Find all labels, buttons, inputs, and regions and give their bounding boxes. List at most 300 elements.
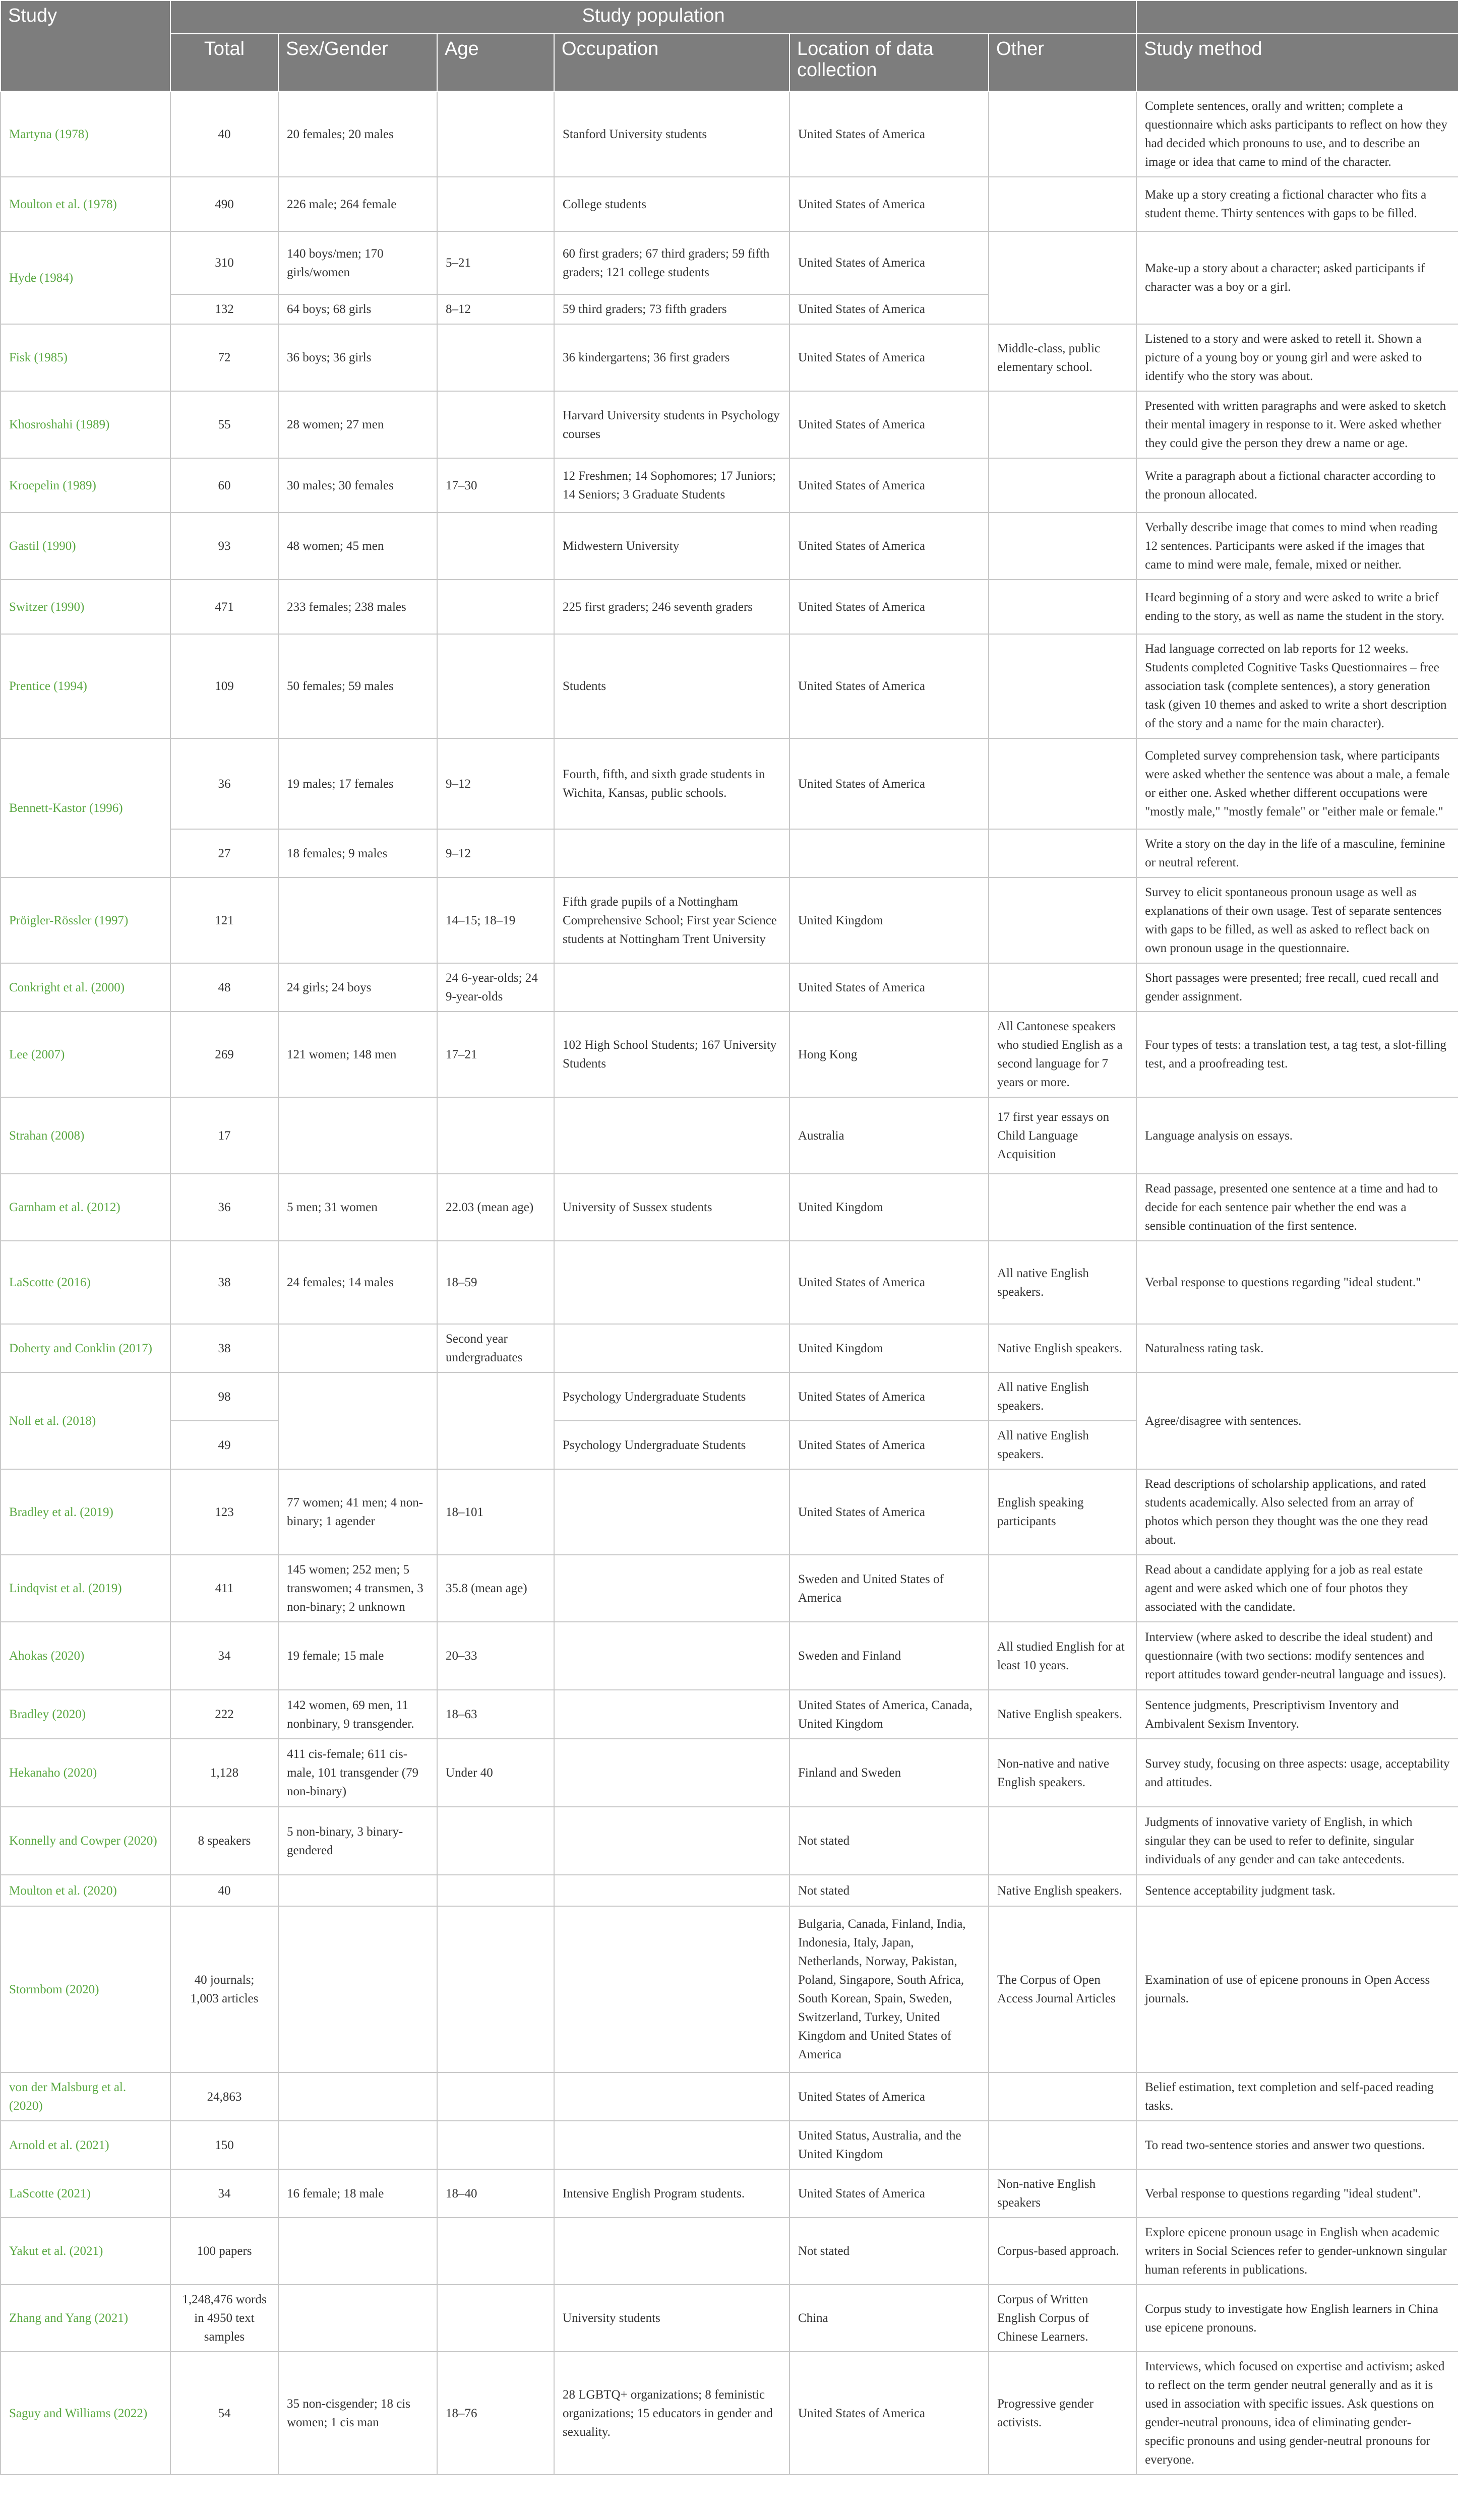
cell-sex-gender: 140 boys/men; 170 girls/women bbox=[278, 231, 437, 294]
cell-age bbox=[437, 2072, 554, 2121]
cell-location: Australia bbox=[789, 1097, 989, 1174]
cell-age bbox=[437, 1372, 554, 1469]
cell-occupation: Stanford University students bbox=[554, 91, 789, 177]
cell-total: 40 journals; 1,003 articles bbox=[170, 1906, 278, 2072]
cell-study-method: Corpus study to investigate how English learners in China use epicene pronouns. bbox=[1136, 2285, 1458, 2352]
cell-study-method: Short passages were presented; free recall, cued recall and gender assignment. bbox=[1136, 963, 1458, 1012]
cell-other: Non-native English speakers bbox=[989, 2169, 1136, 2218]
cell-other: Progressive gender activists. bbox=[989, 2352, 1136, 2475]
cell-total: 36 bbox=[170, 1174, 278, 1241]
cell-other: All native English speakers. bbox=[989, 1421, 1136, 1469]
table-row bbox=[1, 1807, 1458, 1875]
table-row bbox=[1, 1739, 1458, 1807]
cell-total: 121 bbox=[170, 877, 278, 963]
cell-age: 14–15; 18–19 bbox=[437, 877, 554, 963]
table-row bbox=[1, 2072, 1458, 2121]
cell-sex-gender: 5 non-binary, 3 binary-gendered bbox=[278, 1807, 437, 1875]
cell-study-method: Sentence acceptability judgment task. bbox=[1136, 1875, 1458, 1906]
cell-other: Native English speakers. bbox=[989, 1875, 1136, 1906]
cell-sex-gender: 48 women; 45 men bbox=[278, 513, 437, 580]
table-body bbox=[1, 91, 1458, 2475]
cell-study-method: Had language corrected on lab reports for 12 weeks. Students completed Cognitive Tasks Questionnaires – free association task (complete sentences), a story generation task (given 10 themes and asked to write a short description of the story and a name for the main character). bbox=[1136, 634, 1458, 738]
cell-study[interactable]: Khosroshahi (1989) bbox=[1, 391, 170, 458]
table-row bbox=[1, 1469, 1458, 1555]
cell-study[interactable]: Ahokas (2020) bbox=[1, 1622, 170, 1690]
cell-other bbox=[989, 91, 1136, 177]
cell-age: Second year undergraduates bbox=[437, 1324, 554, 1372]
cell-location: United States of America bbox=[789, 91, 989, 177]
cell-other: Middle-class, public elementary school. bbox=[989, 324, 1136, 391]
cell-sex-gender: 50 females; 59 males bbox=[278, 634, 437, 738]
cell-other bbox=[989, 231, 1136, 324]
cell-study-method: Make-up a story about a character; asked participants if character was a boy or a girl. bbox=[1136, 231, 1458, 324]
cell-location: United States of America bbox=[789, 1241, 989, 1324]
cell-occupation: University of Sussex students bbox=[554, 1174, 789, 1241]
cell-occupation bbox=[554, 1324, 789, 1372]
cell-sex-gender: 19 female; 15 male bbox=[278, 1622, 437, 1690]
cell-occupation bbox=[554, 1097, 789, 1174]
cell-occupation bbox=[554, 1807, 789, 1875]
header-study: Study bbox=[1, 1, 170, 91]
table-row bbox=[1, 963, 1458, 1012]
cell-total: 93 bbox=[170, 513, 278, 580]
cell-study[interactable]: Prentice (1994) bbox=[1, 634, 170, 738]
cell-other bbox=[989, 1174, 1136, 1241]
cell-sex-gender: 77 women; 41 men; 4 non-binary; 1 agender bbox=[278, 1469, 437, 1555]
cell-total: 17 bbox=[170, 1097, 278, 1174]
cell-study[interactable]: Zhang and Yang (2021) bbox=[1, 2285, 170, 2352]
cell-location: Not stated bbox=[789, 1807, 989, 1875]
table-row bbox=[1, 1690, 1458, 1739]
cell-study[interactable]: Kroepelin (1989) bbox=[1, 458, 170, 513]
cell-study[interactable]: Hyde (1984) bbox=[1, 231, 170, 324]
cell-age: 8–12 bbox=[437, 294, 554, 324]
table-row bbox=[1, 2285, 1458, 2352]
cell-age: 20–33 bbox=[437, 1622, 554, 1690]
cell-study-method: Read passage, presented one sentence at a time and had to decide for each sentence pair whether the end was a sensible continuation of the first sentence. bbox=[1136, 1174, 1458, 1241]
cell-age: 18–63 bbox=[437, 1690, 554, 1739]
cell-location: United States of America bbox=[789, 231, 989, 294]
table-row bbox=[1, 634, 1458, 738]
cell-age: 17–21 bbox=[437, 1012, 554, 1097]
cell-other bbox=[989, 829, 1136, 877]
cell-sex-gender: 20 females; 20 males bbox=[278, 91, 437, 177]
cell-study-method: Read descriptions of scholarship applications, and rated students academically. Also selected from an array of photos which person they thought was the one they read about. bbox=[1136, 1469, 1458, 1555]
cell-total: 471 bbox=[170, 580, 278, 634]
table-row bbox=[1, 2352, 1458, 2475]
cell-other bbox=[989, 963, 1136, 1012]
cell-location: United States of America bbox=[789, 513, 989, 580]
cell-total: 34 bbox=[170, 2169, 278, 2218]
cell-study[interactable]: von der Malsburg et al. (2020) bbox=[1, 2072, 170, 2121]
cell-other bbox=[989, 634, 1136, 738]
cell-location: United States of America bbox=[789, 580, 989, 634]
cell-study[interactable]: Hekanaho (2020) bbox=[1, 1739, 170, 1807]
table-row bbox=[1, 513, 1458, 580]
cell-location: United Status, Australia, and the United Kingdom bbox=[789, 2121, 989, 2169]
cell-study-method: Judgments of innovative variety of English, in which singular they can be used to refer to definite, singular individuals of any gender and can take antecedents. bbox=[1136, 1807, 1458, 1875]
cell-location: Sweden and United States of America bbox=[789, 1555, 989, 1622]
cell-other: The Corpus of Open Access Journal Articles bbox=[989, 1906, 1136, 2072]
cell-study[interactable]: Saguy and Williams (2022) bbox=[1, 2352, 170, 2475]
cell-sex-gender: 35 non-cisgender; 18 cis women; 1 cis man bbox=[278, 2352, 437, 2475]
cell-total: 411 bbox=[170, 1555, 278, 1622]
cell-study-method: Write a story on the day in the life of a masculine, feminine or neutral referent. bbox=[1136, 829, 1458, 877]
table-row bbox=[1, 1555, 1458, 1622]
cell-sex-gender: 411 cis-female; 611 cis-male, 101 transgender (79 non-binary) bbox=[278, 1739, 437, 1807]
cell-total: 27 bbox=[170, 829, 278, 877]
cell-sex-gender: 226 male; 264 female bbox=[278, 177, 437, 231]
cell-occupation: 225 first graders; 246 seventh graders bbox=[554, 580, 789, 634]
cell-occupation: Fifth grade pupils of a Nottingham Comprehensive School; First year Science students at Nottingham Trent University bbox=[554, 877, 789, 963]
cell-study[interactable]: Conkright et al. (2000) bbox=[1, 963, 170, 1012]
cell-total: 60 bbox=[170, 458, 278, 513]
cell-study[interactable]: LaScotte (2021) bbox=[1, 2169, 170, 2218]
cell-location: Not stated bbox=[789, 2218, 989, 2285]
cell-age bbox=[437, 391, 554, 458]
table-row bbox=[1, 1372, 1458, 1421]
cell-age bbox=[437, 2285, 554, 2352]
cell-total: 310 bbox=[170, 231, 278, 294]
cell-age: 18–40 bbox=[437, 2169, 554, 2218]
header-study-method: Study method bbox=[1136, 34, 1458, 91]
cell-other bbox=[989, 2121, 1136, 2169]
cell-study[interactable]: Bennett-Kastor (1996) bbox=[1, 738, 170, 877]
cell-study[interactable]: Moulton et al. (1978) bbox=[1, 177, 170, 231]
cell-study[interactable]: Konnelly and Cowper (2020) bbox=[1, 1807, 170, 1875]
header-sex-gender: Sex/Gender bbox=[278, 34, 437, 91]
cell-study[interactable]: Bradley (2020) bbox=[1, 1690, 170, 1739]
cell-total: 38 bbox=[170, 1324, 278, 1372]
cell-location: Sweden and Finland bbox=[789, 1622, 989, 1690]
cell-study-method: Make up a story creating a fictional character who fits a student theme. Thirty sentences with gaps to be filled. bbox=[1136, 177, 1458, 231]
cell-occupation bbox=[554, 1875, 789, 1906]
cell-age bbox=[437, 513, 554, 580]
cell-study[interactable]: Lindqvist et al. (2019) bbox=[1, 1555, 170, 1622]
table-row bbox=[1, 1174, 1458, 1241]
cell-study[interactable]: Strahan (2008) bbox=[1, 1097, 170, 1174]
cell-other bbox=[989, 513, 1136, 580]
cell-other: Native English speakers. bbox=[989, 1690, 1136, 1739]
cell-other: Corpus-based approach. bbox=[989, 2218, 1136, 2285]
cell-sex-gender: 19 males; 17 females bbox=[278, 738, 437, 829]
cell-location: United States of America bbox=[789, 294, 989, 324]
cell-occupation: 36 kindergartens; 36 first graders bbox=[554, 324, 789, 391]
cell-age: Under 40 bbox=[437, 1739, 554, 1807]
cell-total: 1,248,476 words in 4950 text samples bbox=[170, 2285, 278, 2352]
cell-other bbox=[989, 1555, 1136, 1622]
cell-occupation: 60 first graders; 67 third graders; 59 fifth graders; 121 college students bbox=[554, 231, 789, 294]
cell-occupation bbox=[554, 2218, 789, 2285]
cell-sex-gender bbox=[278, 1875, 437, 1906]
cell-study-method: Write a paragraph about a fictional character according to the pronoun allocated. bbox=[1136, 458, 1458, 513]
table-row bbox=[1, 1875, 1458, 1906]
cell-age: 35.8 (mean age) bbox=[437, 1555, 554, 1622]
cell-sex-gender bbox=[278, 2121, 437, 2169]
cell-sex-gender bbox=[278, 1097, 437, 1174]
cell-study[interactable]: Moulton et al. (2020) bbox=[1, 1875, 170, 1906]
cell-location: United Kingdom bbox=[789, 1174, 989, 1241]
cell-occupation: Intensive English Program students. bbox=[554, 2169, 789, 2218]
table-row bbox=[1, 2169, 1458, 2218]
cell-location: United States of America bbox=[789, 2352, 989, 2475]
cell-total: 269 bbox=[170, 1012, 278, 1097]
table-row bbox=[1, 1906, 1458, 2072]
cell-study-method: Examination of use of epicene pronouns in Open Access journals. bbox=[1136, 1906, 1458, 2072]
cell-total: 123 bbox=[170, 1469, 278, 1555]
cell-age bbox=[437, 634, 554, 738]
cell-other bbox=[989, 1807, 1136, 1875]
cell-sex-gender bbox=[278, 1906, 437, 2072]
cell-location bbox=[789, 829, 989, 877]
header-study-population: Study population bbox=[170, 1, 1136, 34]
cell-study-method: Verbal response to questions regarding "ideal student". bbox=[1136, 2169, 1458, 2218]
cell-total: 49 bbox=[170, 1421, 278, 1469]
cell-age bbox=[437, 91, 554, 177]
cell-study-method: Naturalness rating task. bbox=[1136, 1324, 1458, 1372]
cell-age bbox=[437, 1807, 554, 1875]
cell-age bbox=[437, 324, 554, 391]
cell-location: United States of America bbox=[789, 634, 989, 738]
cell-study-method: Language analysis on essays. bbox=[1136, 1097, 1458, 1174]
cell-total: 48 bbox=[170, 963, 278, 1012]
cell-study-method: Complete sentences, orally and written; complete a questionnaire which asks participants to reflect on how they had decided which pronouns to use, and to describe an image or idea that came to mind of the character. bbox=[1136, 91, 1458, 177]
header-location: Location of data collection bbox=[789, 34, 989, 91]
table-row bbox=[1, 738, 1458, 829]
header-blank bbox=[1136, 1, 1458, 34]
cell-other: English speaking participants bbox=[989, 1469, 1136, 1555]
cell-sex-gender: 24 girls; 24 boys bbox=[278, 963, 437, 1012]
cell-age: 9–12 bbox=[437, 738, 554, 829]
cell-occupation: Psychology Undergraduate Students bbox=[554, 1372, 789, 1421]
cell-study-method: Four types of tests: a translation test, a tag test, a slot-filling test, and a proofreading test. bbox=[1136, 1012, 1458, 1097]
cell-study-method: Read about a candidate applying for a job as real estate agent and were asked which one of four photos they associated with the candidate. bbox=[1136, 1555, 1458, 1622]
cell-study-method: Belief estimation, text completion and self-paced reading tasks. bbox=[1136, 2072, 1458, 2121]
cell-occupation: Harvard University students in Psychology courses bbox=[554, 391, 789, 458]
cell-total: 100 papers bbox=[170, 2218, 278, 2285]
cell-occupation bbox=[554, 1469, 789, 1555]
cell-occupation: Students bbox=[554, 634, 789, 738]
cell-location: Hong Kong bbox=[789, 1012, 989, 1097]
table-row bbox=[1, 177, 1458, 231]
cell-total: 132 bbox=[170, 294, 278, 324]
cell-total: 150 bbox=[170, 2121, 278, 2169]
cell-occupation: 12 Freshmen; 14 Sophomores; 17 Juniors; 14 Seniors; 3 Graduate Students bbox=[554, 458, 789, 513]
cell-sex-gender bbox=[278, 2218, 437, 2285]
cell-sex-gender: 28 women; 27 men bbox=[278, 391, 437, 458]
cell-location: United States of America bbox=[789, 458, 989, 513]
cell-occupation bbox=[554, 1906, 789, 2072]
cell-study-method: Sentence judgments, Prescriptivism Inventory and Ambivalent Sexism Inventory. bbox=[1136, 1690, 1458, 1739]
cell-study[interactable]: LaScotte (2016) bbox=[1, 1241, 170, 1324]
cell-study-method: To read two-sentence stories and answer two questions. bbox=[1136, 2121, 1458, 2169]
cell-age: 18–76 bbox=[437, 2352, 554, 2475]
table-row bbox=[1, 1622, 1458, 1690]
cell-other bbox=[989, 391, 1136, 458]
table-row bbox=[1, 2121, 1458, 2169]
cell-total: 490 bbox=[170, 177, 278, 231]
cell-location: United Kingdom bbox=[789, 1324, 989, 1372]
cell-study[interactable]: Martyna (1978) bbox=[1, 91, 170, 177]
cell-sex-gender: 142 women, 69 men, 11 nonbinary, 9 transgender. bbox=[278, 1690, 437, 1739]
cell-age: 18–101 bbox=[437, 1469, 554, 1555]
cell-sex-gender bbox=[278, 1372, 437, 1469]
cell-location: United States of America, Canada, United Kingdom bbox=[789, 1690, 989, 1739]
cell-study-method: Completed survey comprehension task, where participants were asked whether the sentence was about a male, a female or either one. Asked whether different occupations were "mostly male," "mostly female" or "either male or female." bbox=[1136, 738, 1458, 829]
cell-sex-gender: 16 female; 18 male bbox=[278, 2169, 437, 2218]
table-header bbox=[1, 1, 1458, 91]
cell-age: 9–12 bbox=[437, 829, 554, 877]
cell-occupation: 102 High School Students; 167 University Students bbox=[554, 1012, 789, 1097]
table-row bbox=[1, 877, 1458, 963]
cell-study[interactable]: Bradley et al. (2019) bbox=[1, 1469, 170, 1555]
cell-occupation: 59 third graders; 73 fifth graders bbox=[554, 294, 789, 324]
cell-study-method: Heard beginning of a story and were asked to write a brief ending to the story, as well as name the student in the story. bbox=[1136, 580, 1458, 634]
cell-age: 5–21 bbox=[437, 231, 554, 294]
cell-study-method: Explore epicene pronoun usage in English when academic writers in Social Sciences refer to gender-unknown singular human referents in publications. bbox=[1136, 2218, 1458, 2285]
cell-location: United States of America bbox=[789, 1469, 989, 1555]
cell-other bbox=[989, 877, 1136, 963]
cell-study-method: Verbally describe image that comes to mind when reading 12 sentences. Participants were asked if the images that came to mind were male, female, mixed or neither. bbox=[1136, 513, 1458, 580]
table-row bbox=[1, 2218, 1458, 2285]
cell-sex-gender: 64 boys; 68 girls bbox=[278, 294, 437, 324]
table-row bbox=[1, 91, 1458, 177]
cell-sex-gender: 24 females; 14 males bbox=[278, 1241, 437, 1324]
cell-occupation: 28 LGBTQ+ organizations; 8 feministic organizations; 15 educators in gender and sexuality. bbox=[554, 2352, 789, 2475]
cell-other: All native English speakers. bbox=[989, 1241, 1136, 1324]
cell-location: United States of America bbox=[789, 2072, 989, 2121]
cell-sex-gender: 5 men; 31 women bbox=[278, 1174, 437, 1241]
cell-location: United States of America bbox=[789, 2169, 989, 2218]
cell-sex-gender bbox=[278, 877, 437, 963]
cell-total: 55 bbox=[170, 391, 278, 458]
cell-study-method: Presented with written paragraphs and were asked to sketch their mental imagery in response to it. Were asked whether they could give the person they drew a name or age. bbox=[1136, 391, 1458, 458]
cell-total: 72 bbox=[170, 324, 278, 391]
cell-study[interactable]: Garnham et al. (2012) bbox=[1, 1174, 170, 1241]
cell-age bbox=[437, 1097, 554, 1174]
cell-location: United States of America bbox=[789, 1372, 989, 1421]
cell-study[interactable]: Switzer (1990) bbox=[1, 580, 170, 634]
cell-other bbox=[989, 2072, 1136, 2121]
cell-study[interactable]: Doherty and Conklin (2017) bbox=[1, 1324, 170, 1372]
cell-occupation bbox=[554, 963, 789, 1012]
cell-sex-gender: 233 females; 238 males bbox=[278, 580, 437, 634]
table-row bbox=[1, 458, 1458, 513]
cell-location: United States of America bbox=[789, 177, 989, 231]
cell-total: 34 bbox=[170, 1622, 278, 1690]
cell-other bbox=[989, 580, 1136, 634]
cell-total: 36 bbox=[170, 738, 278, 829]
cell-study-method: Survey study, focusing on three aspects: usage, acceptability and attitudes. bbox=[1136, 1739, 1458, 1807]
cell-location: Bulgaria, Canada, Finland, India, Indonesia, Italy, Japan, Netherlands, Norway, Pakistan, Poland, Singapore, South Africa, South Korean, Spain, Sweden, Switzerland, Turkey, United Kingdom and United States of America bbox=[789, 1906, 989, 2072]
cell-occupation bbox=[554, 2072, 789, 2121]
cell-sex-gender: 145 women; 252 men; 5 transwomen; 4 transmen, 3 non-binary; 2 unknown bbox=[278, 1555, 437, 1622]
cell-occupation: University students bbox=[554, 2285, 789, 2352]
table-row bbox=[1, 324, 1458, 391]
cell-occupation: Psychology Undergraduate Students bbox=[554, 1421, 789, 1469]
cell-study[interactable]: Gastil (1990) bbox=[1, 513, 170, 580]
cell-total: 8 speakers bbox=[170, 1807, 278, 1875]
cell-other: All native English speakers. bbox=[989, 1372, 1136, 1421]
cell-location: China bbox=[789, 2285, 989, 2352]
cell-total: 98 bbox=[170, 1372, 278, 1421]
cell-age bbox=[437, 2121, 554, 2169]
cell-study[interactable]: Stormbom (2020) bbox=[1, 1906, 170, 2072]
header-other: Other bbox=[989, 34, 1136, 91]
cell-age bbox=[437, 2218, 554, 2285]
table-row bbox=[1, 580, 1458, 634]
cell-location: United States of America bbox=[789, 324, 989, 391]
cell-sex-gender bbox=[278, 2072, 437, 2121]
cell-sex-gender: 121 women; 148 men bbox=[278, 1012, 437, 1097]
cell-age: 22.03 (mean age) bbox=[437, 1174, 554, 1241]
cell-total: 54 bbox=[170, 2352, 278, 2475]
cell-sex-gender bbox=[278, 2285, 437, 2352]
cell-location: United States of America bbox=[789, 1421, 989, 1469]
cell-sex-gender: 36 boys; 36 girls bbox=[278, 324, 437, 391]
cell-study[interactable]: Noll et al. (2018) bbox=[1, 1372, 170, 1469]
cell-age bbox=[437, 580, 554, 634]
cell-occupation bbox=[554, 1555, 789, 1622]
cell-occupation bbox=[554, 1622, 789, 1690]
cell-total: 40 bbox=[170, 1875, 278, 1906]
cell-sex-gender bbox=[278, 1324, 437, 1372]
cell-other bbox=[989, 177, 1136, 231]
cell-age: 17–30 bbox=[437, 458, 554, 513]
cell-total: 222 bbox=[170, 1690, 278, 1739]
cell-study[interactable]: Pröigler-Rössler (1997) bbox=[1, 877, 170, 963]
cell-total: 24,863 bbox=[170, 2072, 278, 2121]
cell-study-method: Interview (where asked to describe the ideal student) and questionnaire (with two sections: modify sentences and report attitudes toward gender-neutral language and issues). bbox=[1136, 1622, 1458, 1690]
cell-study[interactable]: Yakut et al. (2021) bbox=[1, 2218, 170, 2285]
cell-location: United Kingdom bbox=[789, 877, 989, 963]
cell-study-method: Interviews, which focused on expertise and activism; asked to reflect on the term gender neutral generally and as it is used in association with specific issues. Ask questions on gender-neutral pronouns, idea of eliminating gender-specific pronouns and using gender-neutral pronouns for everyone. bbox=[1136, 2352, 1458, 2475]
cell-study[interactable]: Arnold et al. (2021) bbox=[1, 2121, 170, 2169]
cell-total: 1,128 bbox=[170, 1739, 278, 1807]
cell-other: 17 first year essays on Child Language Acquisition bbox=[989, 1097, 1136, 1174]
cell-age bbox=[437, 177, 554, 231]
table-row bbox=[1, 1324, 1458, 1372]
cell-location: United States of America bbox=[789, 391, 989, 458]
cell-study[interactable]: Lee (2007) bbox=[1, 1012, 170, 1097]
cell-age bbox=[437, 1906, 554, 2072]
cell-occupation: College students bbox=[554, 177, 789, 231]
cell-location: Finland and Sweden bbox=[789, 1739, 989, 1807]
cell-occupation: Fourth, fifth, and sixth grade students in Wichita, Kansas, public schools. bbox=[554, 738, 789, 829]
cell-total: 40 bbox=[170, 91, 278, 177]
table-row bbox=[1, 829, 1458, 877]
cell-occupation bbox=[554, 1739, 789, 1807]
cell-sex-gender: 30 males; 30 females bbox=[278, 458, 437, 513]
cell-location: United States of America bbox=[789, 738, 989, 829]
table-row bbox=[1, 1012, 1458, 1097]
cell-sex-gender: 18 females; 9 males bbox=[278, 829, 437, 877]
cell-location: Not stated bbox=[789, 1875, 989, 1906]
cell-other: Non-native and native English speakers. bbox=[989, 1739, 1136, 1807]
cell-age: 24 6-year-olds; 24 9-year-olds bbox=[437, 963, 554, 1012]
cell-study-method: Survey to elicit spontaneous pronoun usage as well as explanations of their own usage. Test of separate sentences with gaps to be filled, as well as asked to reflect back on own pronoun usage in the questionnaire. bbox=[1136, 877, 1458, 963]
cell-study-method: Verbal response to questions regarding "ideal student." bbox=[1136, 1241, 1458, 1324]
cell-age: 18–59 bbox=[437, 1241, 554, 1324]
cell-location: United States of America bbox=[789, 963, 989, 1012]
cell-occupation: Midwestern University bbox=[554, 513, 789, 580]
cell-study[interactable]: Fisk (1985) bbox=[1, 324, 170, 391]
cell-total: 109 bbox=[170, 634, 278, 738]
cell-occupation bbox=[554, 1241, 789, 1324]
cell-other: All Cantonese speakers who studied English as a second language for 7 years or more. bbox=[989, 1012, 1136, 1097]
table-row bbox=[1, 391, 1458, 458]
header-age: Age bbox=[437, 34, 554, 91]
